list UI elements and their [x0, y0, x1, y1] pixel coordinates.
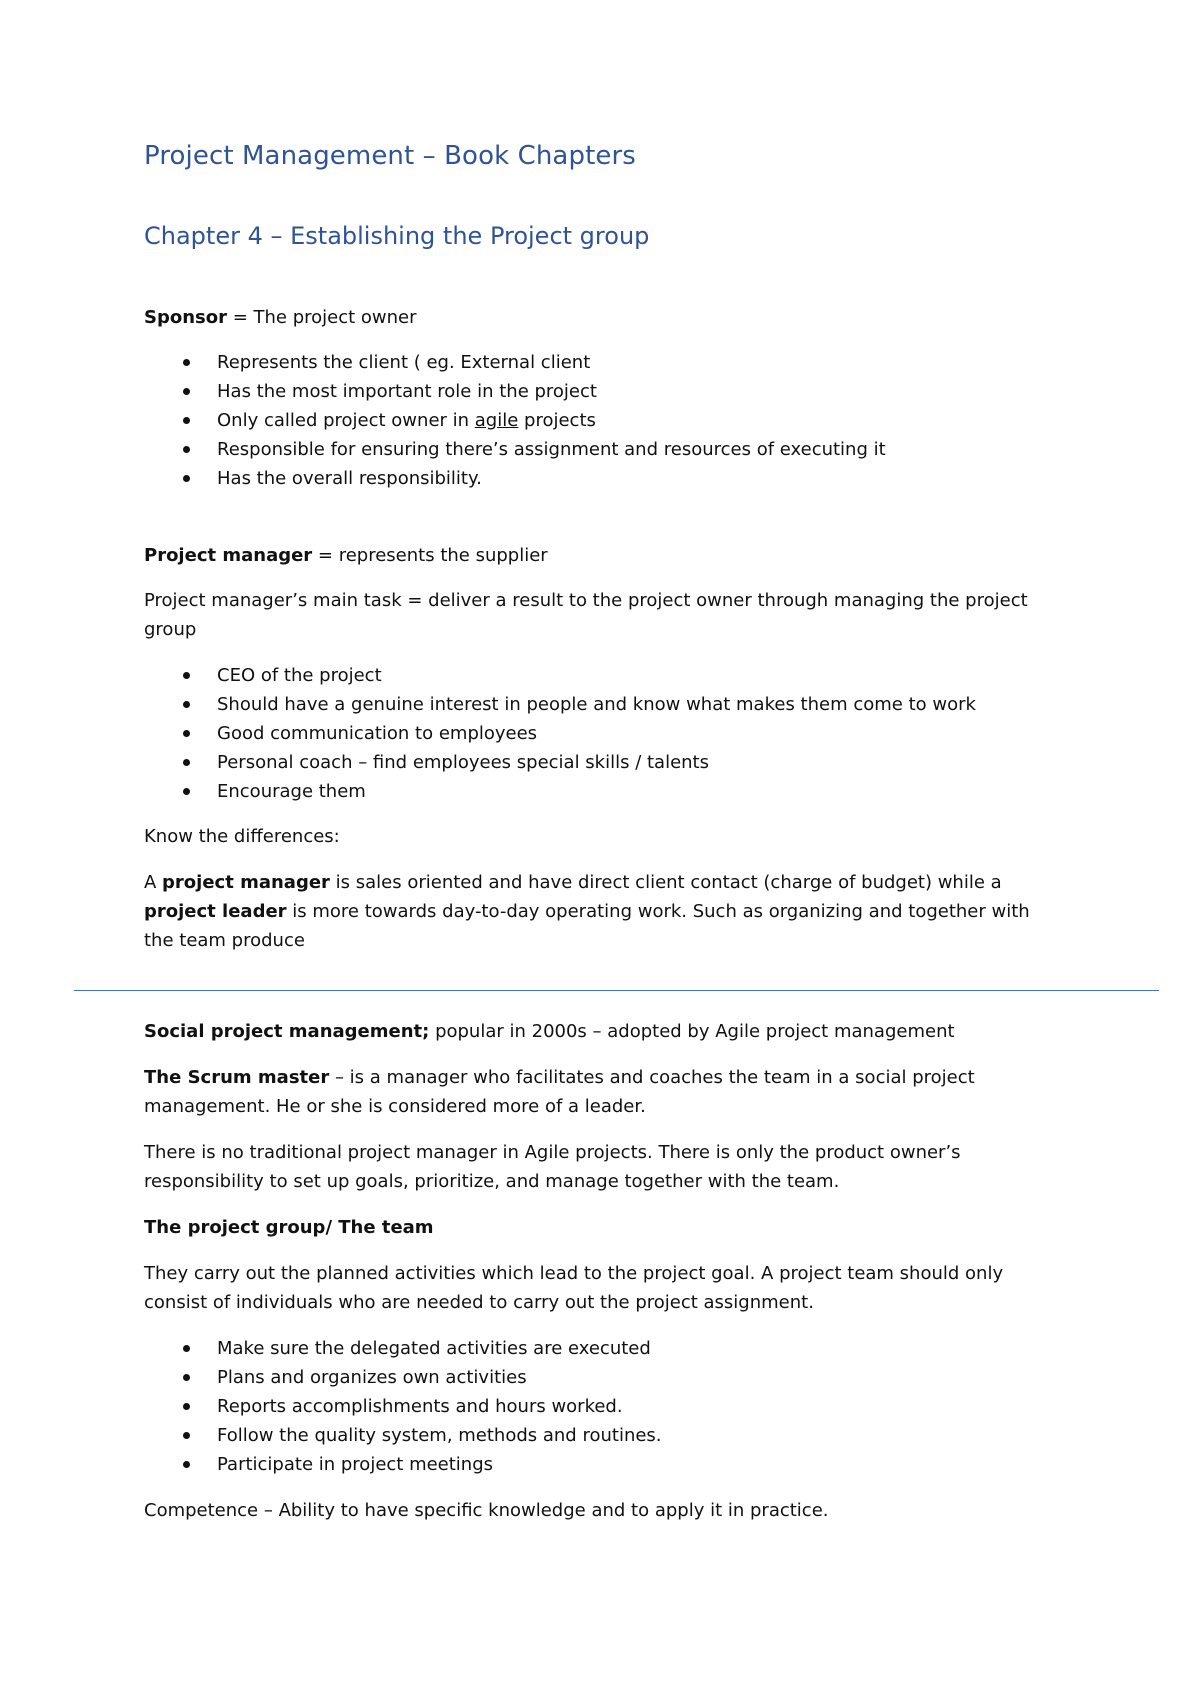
differences-paragraph — [144, 868, 1064, 955]
chapter-heading: Chapter 4 – Establishing the Project group — [144, 222, 650, 250]
list-item: Represents the client ( eg. External client — [183, 348, 1083, 377]
pm-main-task: Project manager’s main task = deliver a result to the project owner through managing the project group — [144, 590, 1028, 640]
list-item: Has the overall responsibility. — [183, 464, 1083, 493]
list-item: Reports accomplishments and hours worked. — [183, 1392, 1083, 1421]
social-pm-paragraph — [144, 1017, 1064, 1046]
list-item-text: Only called project owner in — [217, 410, 475, 431]
list-item: Responsible for ensuring there’s assignment and resources of executing it — [183, 435, 1083, 464]
paragraph-text: – is a manager who facilitates and coaches the team in a social project management. He or she is considered more of a leader. — [144, 1067, 975, 1117]
sponsor-definition-text: = The project owner — [227, 307, 417, 328]
social-pm-term: Social project management; — [144, 1021, 430, 1042]
pm-term: Project manager — [144, 545, 313, 566]
list-item: Should have a genuine interest in people and know what makes them come to work — [183, 690, 1083, 719]
paragraph-text: is sales oriented and have direct client contact (charge of budget) while a — [329, 872, 1002, 893]
know-differences: Know the differences: — [144, 826, 340, 847]
list-item: Personal coach – find employees special skills / talents — [183, 748, 1083, 777]
pm-definition-text: = represents the supplier — [312, 545, 548, 566]
list-item: Plans and organizes own activities — [183, 1363, 1083, 1392]
project-group-heading-text: The project group/ The team — [144, 1217, 434, 1238]
list-item: Follow the quality system, methods and routines. — [183, 1421, 1083, 1450]
team-bullet-list — [183, 1334, 1083, 1479]
agile-note-paragraph: There is no traditional project manager in Agile projects. There is only the product owner’s responsibility to set up goals, prioritize, and manage together with the team. — [144, 1142, 961, 1192]
paragraph-text: popular in 2000s – adopted by Agile project management — [429, 1021, 955, 1042]
document-title: Project Management – Book Chapters — [144, 141, 636, 171]
sponsor-definition — [144, 303, 1064, 332]
bold-term: project leader — [144, 901, 287, 922]
project-group-heading — [144, 1213, 1064, 1242]
list-item: Good communication to employees — [183, 719, 1083, 748]
paragraph-text: is more towards day-to-day operating work. Such as organizing and together with the team produce — [144, 901, 1030, 951]
paragraph-text: A — [144, 872, 163, 893]
bold-term: project manager — [162, 872, 330, 893]
list-item: Participate in project meetings — [183, 1450, 1083, 1479]
competence-paragraph: Competence – Ability to have specific knowledge and to apply it in practice. — [144, 1500, 829, 1521]
list-item: Encourage them — [183, 777, 1083, 806]
pm-definition — [144, 541, 1064, 570]
list-item-text: projects — [518, 410, 596, 431]
pm-bullet-list — [183, 661, 1083, 806]
list-item — [183, 406, 1083, 435]
list-item: Make sure the delegated activities are executed — [183, 1334, 1083, 1363]
list-item: Has the most important role in the project — [183, 377, 1083, 406]
scrum-master-paragraph — [144, 1063, 1064, 1121]
sponsor-term: Sponsor — [144, 307, 227, 328]
list-item: CEO of the project — [183, 661, 1083, 690]
project-group-text: They carry out the planned activities which lead to the project goal. A project team should only consist of individuals who are needed to carry out the project assignment. — [144, 1263, 1004, 1313]
horizontal-divider — [74, 990, 1159, 991]
agile-link[interactable]: agile — [474, 410, 519, 431]
sponsor-bullet-list — [183, 348, 1083, 493]
scrum-master-term: The Scrum master — [144, 1067, 330, 1088]
